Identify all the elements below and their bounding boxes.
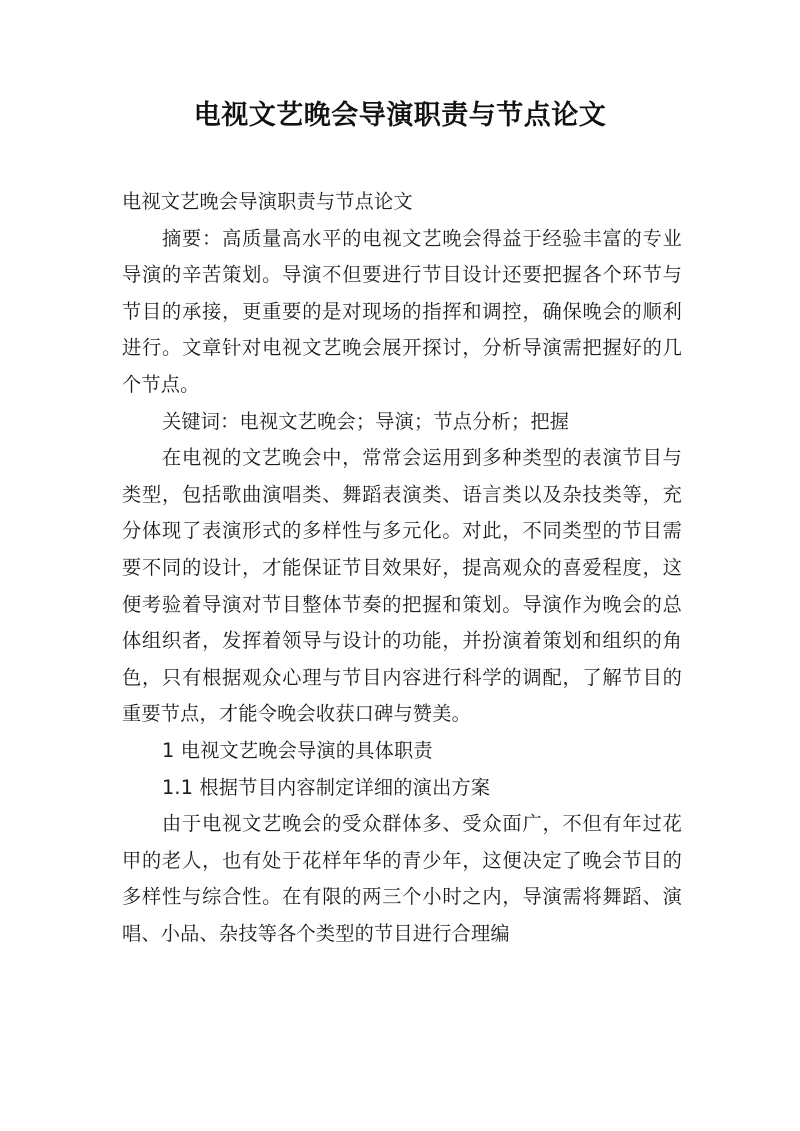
document-title: 电视文艺晚会导演职责与节点论文 [193, 100, 607, 131]
section-heading: 1 电视文艺晚会导演的具体职责 [162, 738, 433, 762]
keywords-paragraph: 关键词：电视文艺晚会；导演；节点分析；把握 [162, 409, 570, 433]
abstract-paragraph: 摘要：高质量高水平的电视文艺晚会得益于经验丰富的专业导演的辛苦策划。导演不但要进行节目设计还要把握各个环节与节目的承接，更重要的是对现场的指挥和调控，确保晚会的顺利进行。文章针对电视文艺晚会展开探讨，分析导演需把握好的几个节点。 [122, 226, 682, 396]
document-body [122, 184, 682, 952]
subtitle-paragraph: 电视文艺晚会导演职责与节点论文 [122, 190, 413, 213]
subsection-heading: 1.1 根据节目内容制定详细的演出方案 [162, 775, 491, 799]
intro-paragraph: 在电视的文艺晚会中，常常会运用到多种类型的表演节目与类型，包括歌曲演唱类、舞蹈表演类、语言类以及杂技类等，充分体现了表演形式的多样性与多元化。对此，不同类型的节目需要不同的设计，才能保证节目效果好，提高观众的喜爱程度，这便考验着导演对节目整体节奏的把握和策划。导演作为晚会的总体组织者，发挥着领导与设计的功能，并扮演着策划和组织的角色，只有根据观众心理与节目内容进行科学的调配，了解节目的重要节点，才能令晚会收获口碑与赞美。 [122, 446, 682, 726]
body-paragraph: 由于电视文艺晚会的受众群体多、受众面广，不但有年过花甲的老人，也有处于花样年华的青少年，这便决定了晚会节目的多样性与综合性。在有限的两三个小时之内，导演需将舞蹈、演唱、小品、杂技等各个类型的节目进行合理编 [122, 812, 682, 945]
